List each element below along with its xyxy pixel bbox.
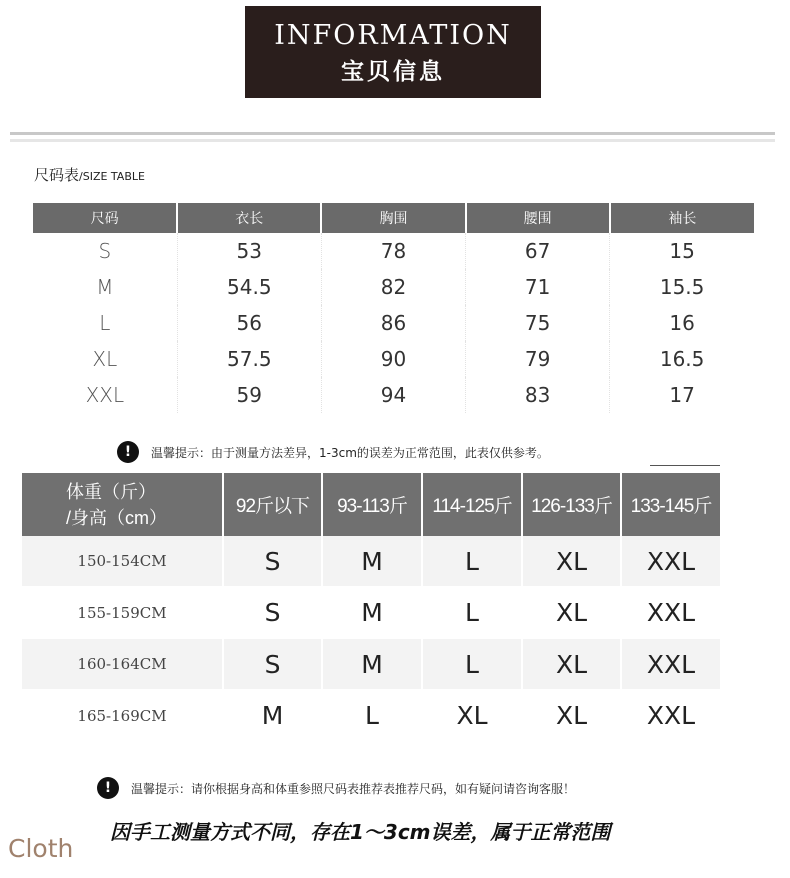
weight-height-corner-cell xyxy=(22,473,223,536)
recommended-size-cell: XXL xyxy=(621,536,720,586)
size-cell: 15.5 xyxy=(610,269,754,305)
table-row xyxy=(22,639,720,689)
size-header-cell: 尺码 xyxy=(33,203,177,233)
table-row xyxy=(33,233,754,269)
banner-title-en: INFORMATION xyxy=(274,20,512,51)
weight-height-table xyxy=(22,473,720,742)
size-table-title xyxy=(34,164,145,185)
recommended-size-cell: L xyxy=(422,536,522,586)
error-disclaimer: 因手工测量方式不同，存在1～3cm误差，属于正常范围 xyxy=(110,820,611,844)
table-row xyxy=(33,269,754,305)
recommended-size-cell: XXL xyxy=(621,586,720,639)
size-cell: 56 xyxy=(177,305,321,341)
size-header-cell: 腰围 xyxy=(466,203,610,233)
weight-header-cell: 92斤以下 xyxy=(223,473,322,536)
size-table-title-cn: 尺码表 xyxy=(34,166,80,184)
recommended-size-cell: M xyxy=(223,689,322,742)
exclamation-icon: ! xyxy=(117,441,139,463)
size-header-cell: 衣长 xyxy=(177,203,321,233)
size-cell: 71 xyxy=(466,269,610,305)
size-cell: 57.5 xyxy=(177,341,321,377)
height-cell: 160-164CM xyxy=(22,639,223,689)
corner-label-height: /身高（cm） xyxy=(66,507,167,528)
watermark-text: Cloth xyxy=(8,834,74,863)
size-cell: 67 xyxy=(466,233,610,269)
size-table-title-en: /SIZE TABLE xyxy=(79,170,145,183)
size-cell: 16.5 xyxy=(610,341,754,377)
size-cell: L xyxy=(99,311,111,335)
table-row xyxy=(22,689,720,742)
recommended-size-cell: XL xyxy=(422,689,522,742)
section-divider xyxy=(10,132,775,142)
size-cell: S xyxy=(98,239,112,263)
size-table-header-row xyxy=(33,203,754,233)
recommended-size-cell: M xyxy=(322,536,422,586)
size-cell: M xyxy=(96,275,114,299)
recommended-size-cell: L xyxy=(422,639,522,689)
table-row xyxy=(22,586,720,639)
size-cell: 53 xyxy=(177,233,321,269)
recommended-size-cell: XL xyxy=(522,586,621,639)
size-cell: 17 xyxy=(610,377,754,413)
recommended-size-cell: XXL xyxy=(621,639,720,689)
size-cell: 54.5 xyxy=(177,269,321,305)
measurement-notice-text: 温馨提示：由于测量方法差异，1-3cm的误差为正常范围，此表仅供参考。 xyxy=(151,445,549,460)
size-cell: XL xyxy=(92,347,118,371)
recommended-size-cell: XL xyxy=(522,536,621,586)
info-banner xyxy=(245,6,541,98)
recommended-size-cell: S xyxy=(223,586,322,639)
size-header-cell: 胸围 xyxy=(321,203,465,233)
size-cell: 83 xyxy=(466,377,610,413)
recommended-size-cell: M xyxy=(322,586,422,639)
size-cell: 15 xyxy=(610,233,754,269)
recommendation-notice xyxy=(97,777,575,799)
weight-header-cell: 133-145斤 xyxy=(621,473,720,536)
size-cell: 79 xyxy=(466,341,610,377)
banner-title-cn: 宝贝信息 xyxy=(341,59,445,85)
recommended-size-cell: XL xyxy=(522,639,621,689)
table-row xyxy=(33,341,754,377)
size-cell: 90 xyxy=(321,341,465,377)
size-table xyxy=(33,203,754,413)
recommended-size-cell: XXL xyxy=(621,689,720,742)
height-cell: 165-169CM xyxy=(22,689,223,742)
recommendation-notice-text: 温馨提示：请你根据身高和体重参照尺码表推荐表推荐尺码，如有疑问请咨询客服！ xyxy=(131,781,576,796)
recommended-size-cell: L xyxy=(422,586,522,639)
recommended-size-cell: L xyxy=(322,689,422,742)
table-row xyxy=(22,536,720,586)
corner-label-weight: 体重（斤） xyxy=(66,481,156,502)
weight-header-cell: 114-125斤 xyxy=(422,473,522,536)
size-cell: 86 xyxy=(321,305,465,341)
recommended-size-cell: S xyxy=(223,536,322,586)
size-header-cell: 袖长 xyxy=(610,203,754,233)
size-cell: 75 xyxy=(466,305,610,341)
size-cell: 78 xyxy=(321,233,465,269)
exclamation-icon: ! xyxy=(97,777,119,799)
height-cell: 155-159CM xyxy=(22,586,223,639)
measurement-notice xyxy=(117,441,549,463)
size-cell: 94 xyxy=(321,377,465,413)
recommended-size-cell: M xyxy=(322,639,422,689)
size-cell: 16 xyxy=(610,305,754,341)
size-cell: 59 xyxy=(177,377,321,413)
table-row xyxy=(33,305,754,341)
weight-table-header-row xyxy=(22,473,720,536)
size-cell: 82 xyxy=(321,269,465,305)
weight-header-cell: 93-113斤 xyxy=(322,473,422,536)
table-row xyxy=(33,377,754,413)
decorative-line xyxy=(650,465,720,466)
weight-header-cell: 126-133斤 xyxy=(522,473,621,536)
recommended-size-cell: XL xyxy=(522,689,621,742)
size-cell: XXL xyxy=(85,383,125,407)
recommended-size-cell: S xyxy=(223,639,322,689)
height-cell: 150-154CM xyxy=(22,536,223,586)
